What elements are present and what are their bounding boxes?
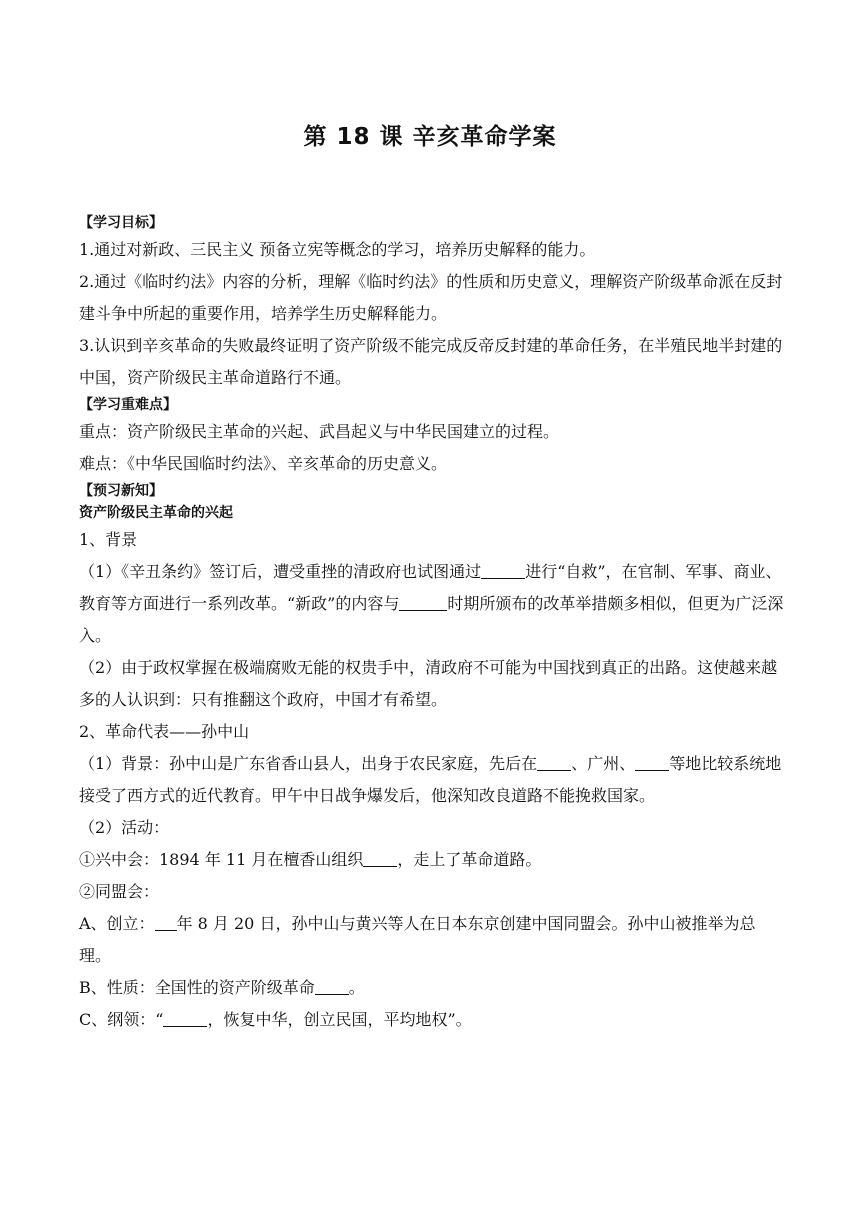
fill-blank[interactable] — [163, 1008, 207, 1027]
tongmenghui-nature: B、性质：全国性的资产阶级革命 。 — [79, 978, 365, 997]
background-item-2: （2）由于政权掌握在极端腐败无能的权贵手中，清政府不可能为中国找到真正的出路。这使越来越多的人认识到：只有推翻这个政府，中国才有希望。 — [79, 658, 778, 709]
tongmenghui-founding: A、创立： 年 8 月 20 日，孙中山与黄兴等人在日本东京创建中国同盟会。孙中山被推举为总理。 — [79, 914, 756, 965]
activity-tongmenghui: ②同盟会： — [79, 882, 160, 901]
fill-blank[interactable] — [315, 976, 349, 995]
fill-blank[interactable] — [363, 848, 397, 867]
fill-blank[interactable] — [537, 752, 571, 771]
fill-blank[interactable] — [481, 560, 525, 579]
tongmenghui-program: C、纲领：“ ，恢复中华，创立民国，平均地权”。 — [79, 1010, 472, 1029]
background-title: 1、背景 — [79, 530, 138, 549]
section-header-goals: 【学习目标】 — [79, 215, 163, 231]
section-header-preview: 【预习新知】 — [79, 483, 163, 499]
activity-xingzhonghui: ①兴中会：1894 年 11 月在檀香山组织 ，走上了革命道路。 — [79, 850, 542, 869]
document-body — [79, 212, 784, 1036]
section-header-key-points: 【学习重难点】 — [79, 397, 177, 413]
activities-title: （2）活动： — [79, 818, 170, 837]
representative-title: 2、革命代表——孙中山 — [79, 722, 250, 741]
background-item-1: （1）《辛丑条约》签订后，遭受重挫的清政府也试图通过 进行“自救”，在官制、军事、商业、教育等方面进行一系列改革。“新政”的内容与 时期所颁布的改革举措颇多相似，但更为广泛深入。 — [79, 562, 784, 645]
fill-blank[interactable] — [635, 752, 669, 771]
key-difficulty: 难点：《中华民国临时约法》、辛亥革命的历史意义。 — [79, 454, 448, 473]
representative-background: （1）背景：孙中山是广东省香山县人，出身于农民家庭，先后在 、广州、 等地比较系统地接受了西方式的近代教育。甲午中日战争爆发后，他深知改良道路不能挽救国家。 — [79, 754, 782, 805]
goal-1: 1.通过对新政、三民主义 预备立宪等概念的学习，培养历史解释的能力。 — [79, 240, 596, 259]
goal-3: 3.认识到辛亥革命的失败最终证明了资产阶级不能完成反帝反封建的革命任务，在半殖民地半封建的中国，资产阶级民主革命道路行不通。 — [79, 336, 783, 387]
page-title: 第 18 课 辛亥革命学案 — [303, 124, 557, 150]
goal-2: 2.通过《临时约法》内容的分析，理解《临时约法》的性质和历史意义，理解资产阶级革命派在反封建斗争中所起的重要作用，培养学生历史解释能力。 — [79, 272, 783, 323]
fill-blank[interactable] — [399, 592, 447, 611]
fill-blank[interactable] — [155, 912, 177, 931]
preview-subheader: 资产阶级民主革命的兴起 — [79, 505, 233, 521]
key-focus: 重点：资产阶级民主革命的兴起、武昌起义与中华民国建立的过程。 — [79, 422, 560, 441]
